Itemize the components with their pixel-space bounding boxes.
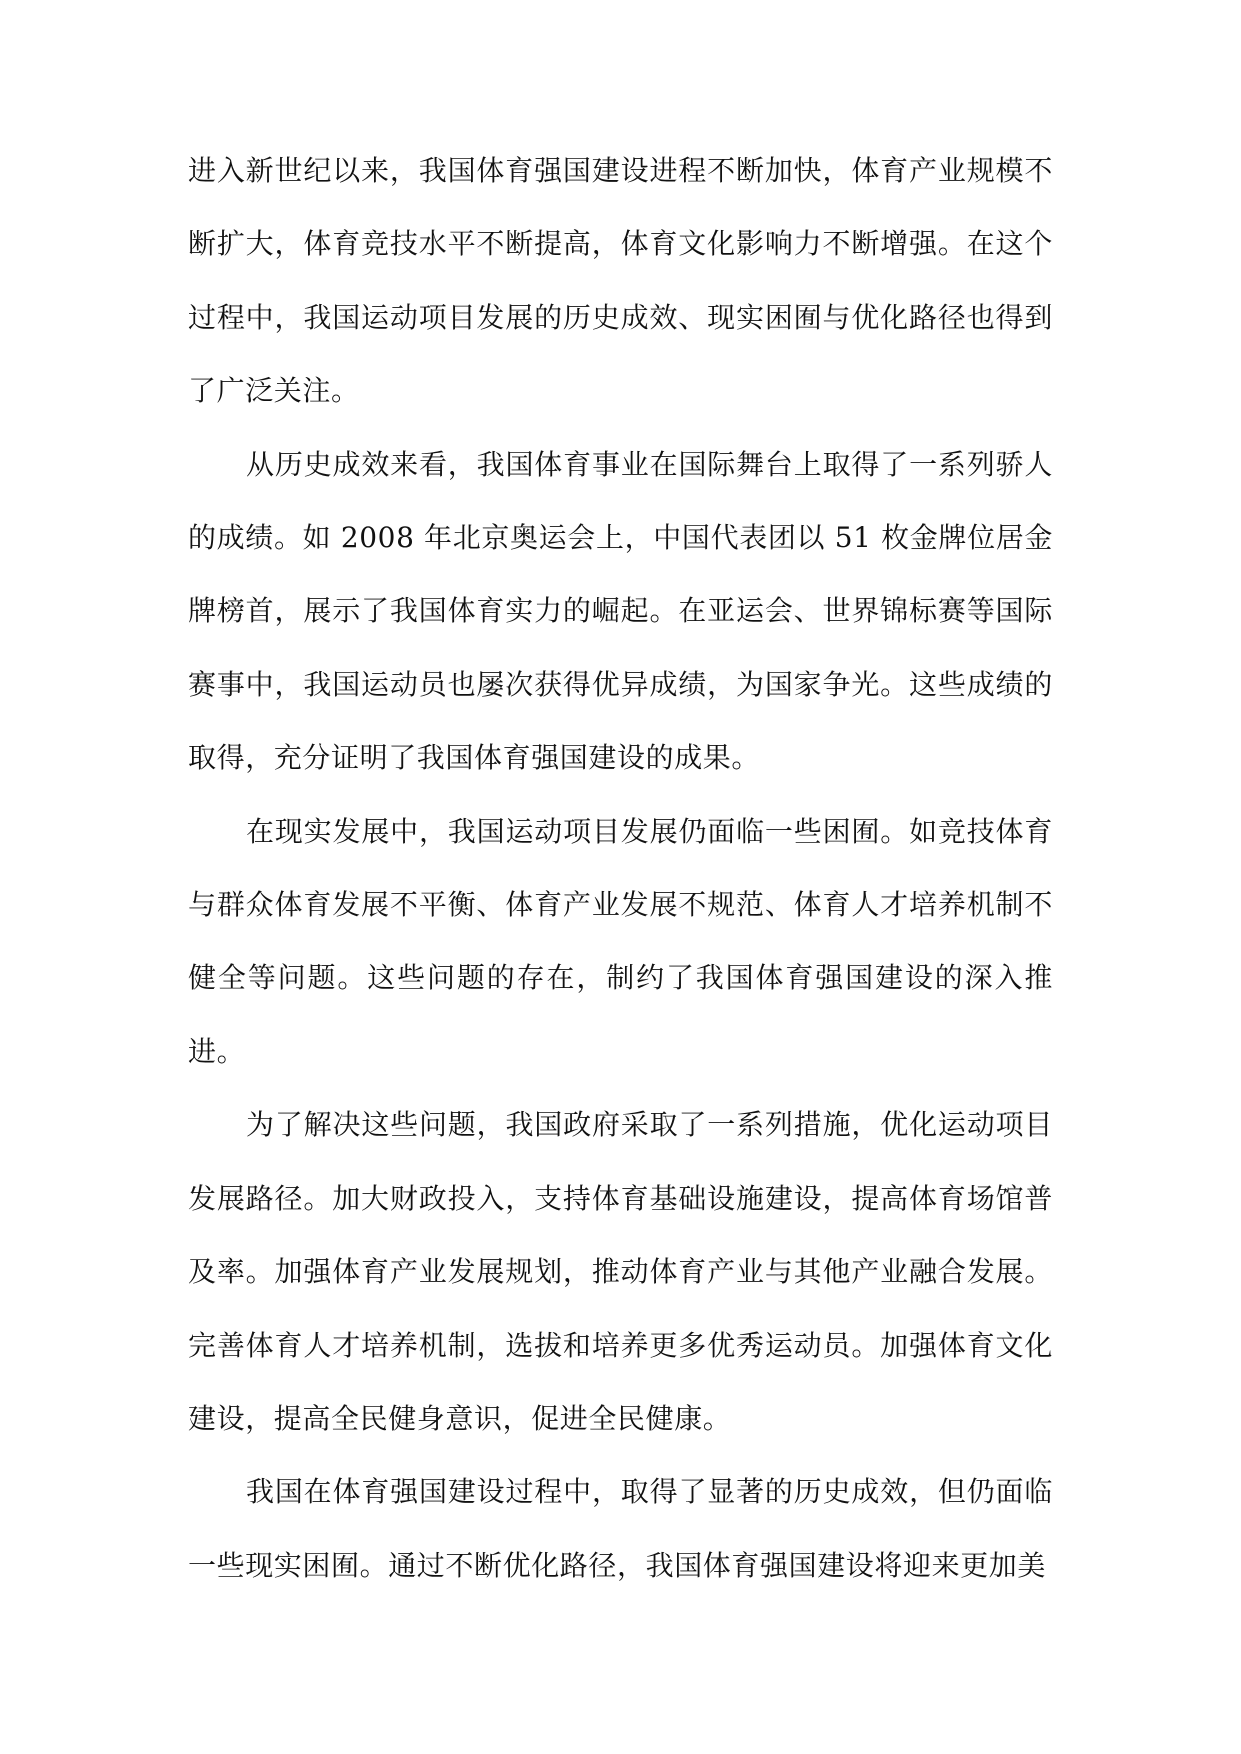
paragraph-2: 从历史成效来看，我国体育事业在国际舞台上取得了一系列骄人的成绩。如 2008 年北京奥运会上，中国代表团以 51 枚金牌位居金牌榜首，展示了我国体育实力的崛起。在亚运会、世界锦标赛等国际赛事中，我国运动员也屡次获得优异成绩，为国家争光。这些成绩的取得，充分证明了我国体育强国建设的成果。 [188, 447, 1053, 775]
paragraph-4: 为了解决这些问题，我国政府采取了一系列措施，优化运动项目发展路径。加大财政投入，支持体育基础设施建设，提高体育场馆普及率。加强体育产业发展规划，推动体育产业与其他产业融合发展。完善体育人才培养机制，选拔和培养更多优秀运动员。加强体育文化建设，提高全民健身意识，促进全民健康。 [188, 1108, 1053, 1435]
paragraph-5: 我国在体育强国建设过程中，取得了显著的历史成效，但仍面临一些现实困囿。通过不断优化路径，我国体育强国建设将迎来更加美 [188, 1475, 1053, 1582]
document-body [188, 134, 1053, 1602]
paragraph-3: 在现实发展中，我国运动项目发展仍面临一些困囿。如竞技体育与群众体育发展不平衡、体育产业发展不规范、体育人才培养机制不健全等问题。这些问题的存在，制约了我国体育强国建设的深入推进。 [188, 814, 1053, 1068]
paragraph-1: 进入新世纪以来，我国体育强国建设进程不断加快，体育产业规模不断扩大，体育竞技水平不断提高，体育文化影响力不断增强。在这个过程中，我国运动项目发展的历史成效、现实困囿与优化路径也得到了广泛关注。 [188, 154, 1053, 408]
